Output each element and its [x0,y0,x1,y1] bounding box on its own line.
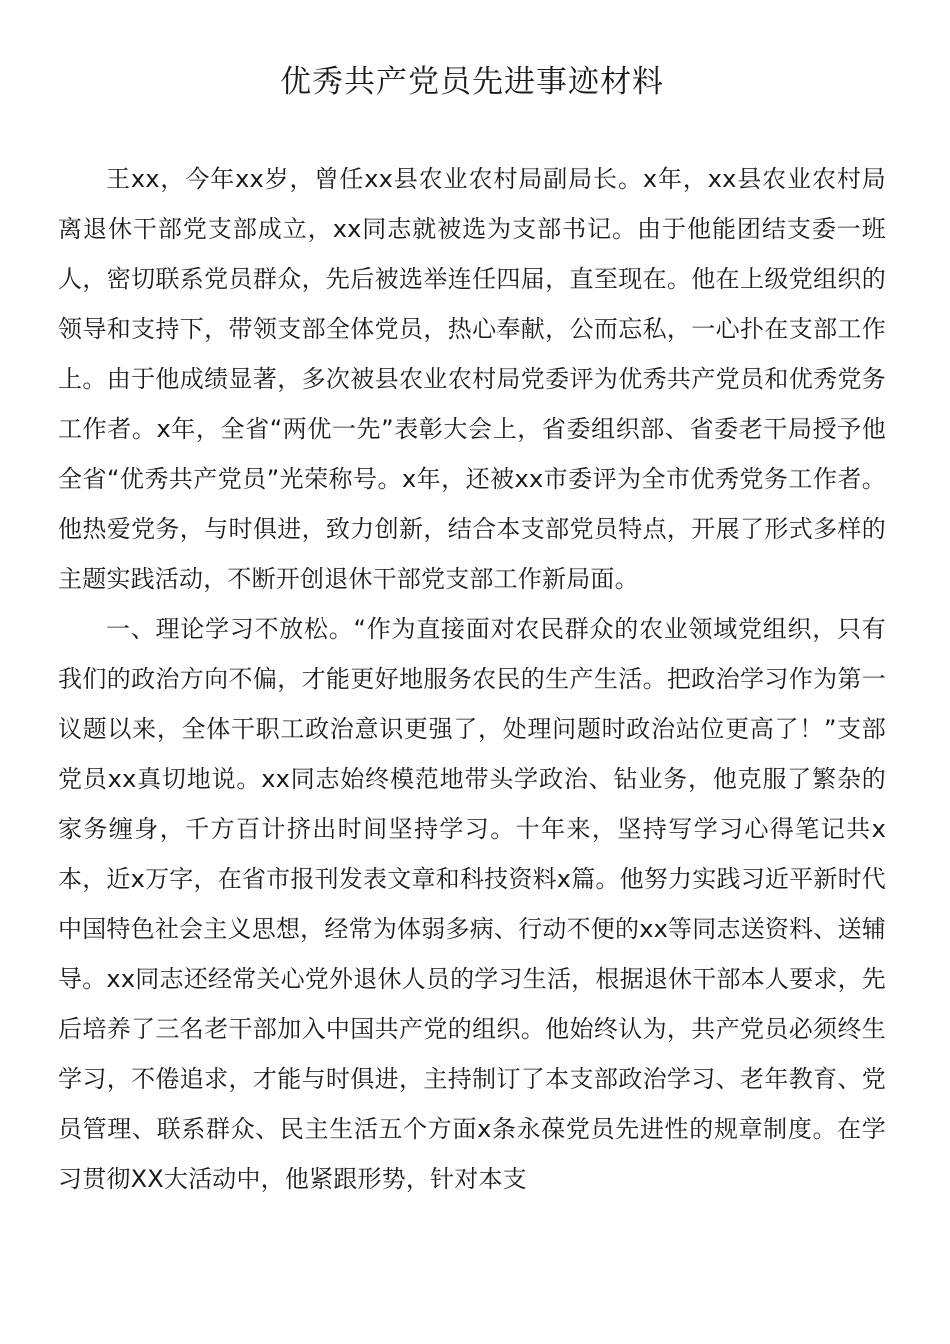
document-title: 优秀共产党员先进事迹材料 [280,64,664,100]
paragraph-theory-study: 一、理论学习不放松。“作为直接面对农民群众的农业领域党组织，只有我们的政治方向不偏，才能更好地服务农民的生产生活。把政治学习作为第一议题以来，全体干职工政治意识更强了，处理问题时政治站位更高了！”支部党员xx真切地说。xx同志始终模范地带头学政治、钻业务，他克服了繁杂的家务缠身，千方百计挤出时间坚持学习。十年来，坚持写学习心得笔记共x本，近x万字，在省市报刊发表文章和科技资料x篇。他努力实践习近平新时代中国特色社会主义思想，经常为体弱多病、行动不便的xx等同志送资料、送辅导。xx同志还经常关心党外退休人员的学习生活，根据退休干部本人要求，先后培养了三名老干部加入中国共产党的组织。他始终认为，共产党员必须终生学习，不倦追求，才能与时俱进，主持制订了本支部政治学习、老年教育、党员管理、联系群众、民主生活五个方面x条永葆党员先进性的规章制度。在学习贯彻XX大活动中，他紧跟形势，针对本支 [58,615,886,1194]
paragraph-intro: 王xx，今年xx岁，曾任xx县农业农村局副局长。x年，xx县农业农村局离退休干部党支部成立，xx同志就被选为支部书记。由于他能团结支委一班人，密切联系党员群众，先后被选举连任四届，直至现在。他在上级党组织的领导和支持下，带领支部全体党员，热心奉献，公而忘私，一心扑在支部工作上。由于他成绩显著，多次被县农业农村局党委评为优秀共产党员和优秀党务工作者。x年，全省“两优一先”表彰大会上，省委组织部、省委老干局授予他全省“优秀共产党员”光荣称号。x年，还被xx市委评为全市优秀党务工作者。他热爱党务，与时俱进，致力创新，结合本支部党员特点，开展了形式多样的主题实践活动，不断开创退休干部党支部工作新局面。 [58,165,886,594]
